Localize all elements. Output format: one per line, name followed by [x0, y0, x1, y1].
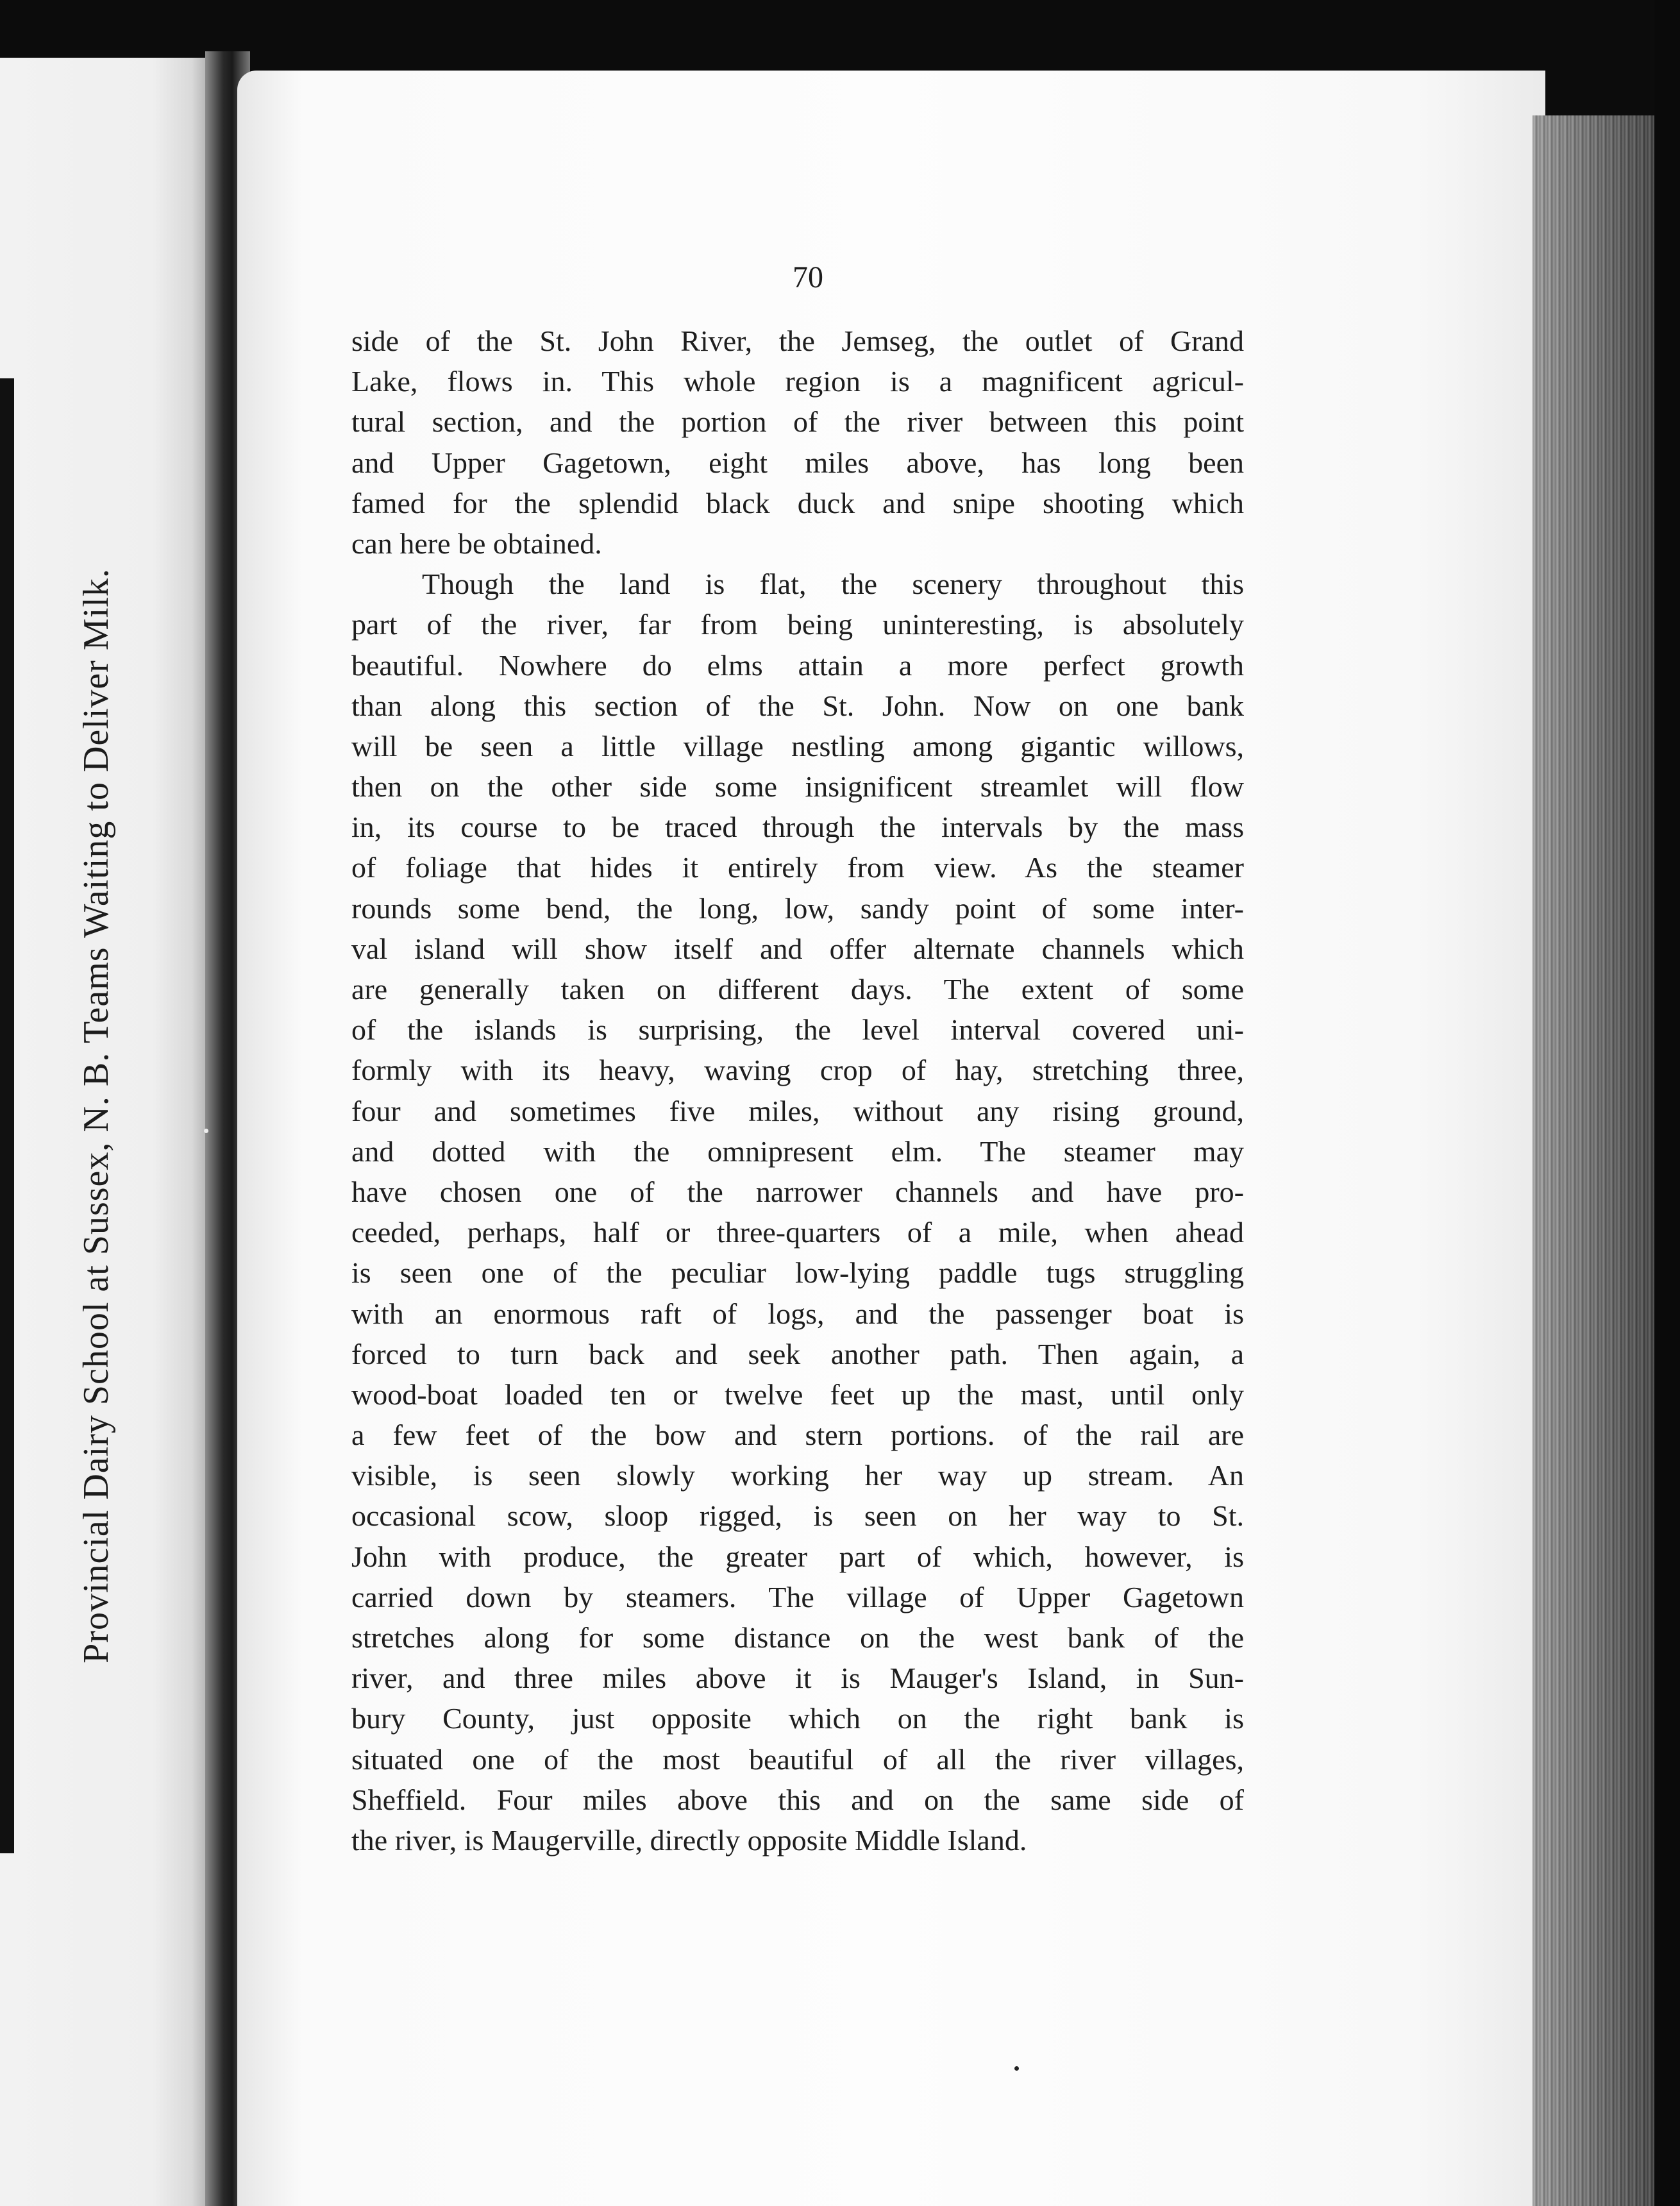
text-line: wood-boat loaded ten or twelve feet up the mast, until only — [351, 1377, 1244, 1411]
text-line: carried down by steamers. The village of Upper Gagetown — [351, 1580, 1244, 1613]
text-line: bury County, just opposite which on the right bank is — [351, 1702, 1244, 1735]
text-line: formly with its heavy, waving crop of hay, stretching three, — [351, 1054, 1244, 1087]
text-line: four and sometimes five miles, without any rising ground, — [351, 1094, 1244, 1127]
plate-caption-container — [51, 552, 141, 1680]
text-line: side of the St. John River, the Jemseg, the outlet of Grand — [351, 324, 1244, 357]
text-line: famed for the splendid black duck and snipe shooting which — [351, 486, 1244, 519]
text-line: have chosen one of the narrower channels and have pro- — [351, 1175, 1244, 1208]
text-line: and dotted with the omnipresent elm. The steamer may — [351, 1134, 1244, 1168]
text-line: val island will show itself and offer alternate channels which — [351, 932, 1244, 965]
text-line: visible, is seen slowly working her way up stream. An — [351, 1459, 1244, 1492]
text-line: John with produce, the greater part of which, however, is — [351, 1540, 1244, 1573]
text-line: can here be obtained. — [351, 526, 602, 560]
text-line: with an enormous raft of logs, and the passenger boat is — [351, 1297, 1244, 1330]
text-line: a few feet of the bow and stern portions. of the rail are — [351, 1419, 1244, 1452]
text-line: the river, is Maugerville, directly opposite Middle Island. — [351, 1823, 1027, 1857]
text-line: beautiful. Nowhere do elms attain a more perfect growth — [351, 648, 1244, 682]
book-page-edges-shade — [1533, 115, 1654, 2206]
text-line: are generally taken on different days. The extent of some — [351, 973, 1244, 1006]
left-page-plate-edge — [0, 378, 14, 1853]
paper-speck — [204, 1129, 208, 1133]
text-line: part of the river, far from being uninteresting, is absolutely — [351, 608, 1244, 641]
text-line: of foliage that hides it entirely from view. As the steamer — [351, 851, 1244, 884]
page-number: 70 — [793, 260, 823, 294]
text-line: is seen one of the peculiar low-lying paddle tugs struggling — [351, 1256, 1244, 1290]
text-line: of the islands is surprising, the level interval covered uni- — [351, 1013, 1244, 1047]
text-line: then on the other side some insignificent streamlet will flow — [351, 770, 1244, 804]
text-line: situated one of the most beautiful of all the river villages, — [351, 1742, 1244, 1776]
text-line: in, its course to be traced through the intervals by the mass — [351, 811, 1244, 844]
text-line: than along this section of the St. John. Now on one bank — [351, 689, 1244, 722]
scanner-background-right — [1654, 0, 1680, 2206]
text-line: occasional scow, sloop rigged, is seen on her way to St. — [351, 1499, 1244, 1533]
text-line: Though the land is flat, the scenery throughout this — [422, 568, 1244, 601]
text-line: Lake, flows in. This whole region is a magnificent agricul- — [351, 365, 1244, 398]
text-line: rounds some bend, the long, low, sandy point of some inter- — [351, 891, 1244, 925]
text-line: will be seen a little village nestling among gigantic willows, — [351, 729, 1244, 762]
paper-speck — [1014, 2066, 1019, 2071]
body-text — [351, 321, 1244, 1860]
text-line: and Upper Gagetown, eight miles above, has long been — [351, 446, 1244, 479]
text-line: stretches along for some distance on the west bank of the — [351, 1621, 1244, 1654]
text-line: Sheffield. Four miles above this and on the same side of — [351, 1783, 1244, 1816]
plate-caption: Provincial Dairy School at Sussex, N. B. Teams Waiting to Deliver Milk. — [76, 568, 116, 1663]
text-line: ceeded, perhaps, half or three-quarters of a mile, when ahead — [351, 1216, 1244, 1249]
text-line: forced to turn back and seek another path. Then again, a — [351, 1337, 1244, 1370]
text-line: tural section, and the portion of the river between this point — [351, 405, 1244, 439]
text-line: river, and three miles above it is Mauger's Island, in Sun- — [351, 1662, 1244, 1695]
